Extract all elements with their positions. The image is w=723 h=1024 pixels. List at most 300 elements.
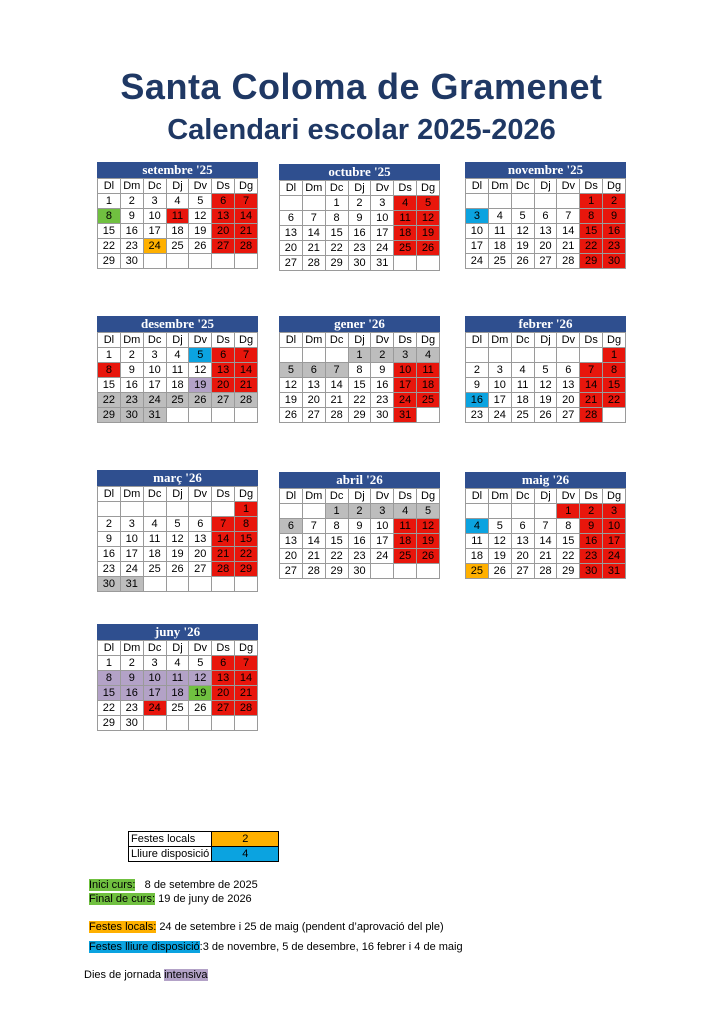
day-cell: 28 — [534, 564, 557, 579]
day-cell: 30 — [120, 716, 143, 731]
day-cell: 14 — [557, 224, 580, 239]
weekday-label: Dc — [325, 489, 348, 504]
month-table — [97, 640, 258, 731]
day-cell: 8 — [98, 363, 121, 378]
day-cell: 7 — [325, 363, 348, 378]
day-cell: 4 — [166, 348, 189, 363]
weekday-label: Dj — [166, 641, 189, 656]
day-cell: 24 — [371, 241, 394, 256]
day-cell — [120, 502, 143, 517]
note-festes-value: 24 de setembre i 25 de maig (pendent d’aprovació del ple) — [159, 921, 444, 933]
note-lliure — [89, 941, 463, 953]
day-cell: 25 — [166, 393, 189, 408]
weekday-label: Dg — [417, 333, 440, 348]
weekday-label: Ds — [394, 181, 417, 196]
note-lliure-value: :3 de novembre, 5 de desembre, 16 febrer i 4 de maig — [199, 941, 463, 953]
day-cell: 6 — [212, 348, 235, 363]
day-cell: 16 — [371, 378, 394, 393]
weekday-label: Dv — [371, 489, 394, 504]
week-row — [280, 504, 440, 519]
note-festes-label: Festes locals: — [89, 921, 157, 933]
weekday-label: Dv — [189, 179, 212, 194]
month-calendar — [279, 472, 440, 579]
day-cell: 19 — [488, 549, 511, 564]
day-cell: 11 — [166, 209, 189, 224]
day-cell: 24 — [394, 393, 417, 408]
day-cell — [325, 348, 348, 363]
day-cell: 3 — [143, 194, 166, 209]
weekday-label: Dg — [603, 489, 626, 504]
month-calendar — [97, 316, 258, 423]
weekday-label: Dm — [488, 333, 511, 348]
weekday-label: Dv — [189, 641, 212, 656]
day-cell — [466, 348, 489, 363]
day-cell: 14 — [302, 534, 325, 549]
day-cell: 2 — [120, 194, 143, 209]
week-row — [280, 534, 440, 549]
day-cell: 26 — [534, 408, 557, 423]
day-cell: 11 — [511, 378, 534, 393]
day-cell: 13 — [212, 671, 235, 686]
day-cell: 5 — [417, 504, 440, 519]
day-cell: 29 — [580, 254, 603, 269]
day-cell: 16 — [120, 686, 143, 701]
day-cell: 5 — [280, 363, 303, 378]
day-cell: 13 — [302, 378, 325, 393]
day-cell: 1 — [580, 194, 603, 209]
day-cell — [189, 716, 212, 731]
day-cell: 21 — [325, 393, 348, 408]
day-cell: 26 — [280, 408, 303, 423]
day-cell: 8 — [348, 363, 371, 378]
day-cell: 24 — [120, 562, 143, 577]
weekday-label: Dg — [235, 641, 258, 656]
day-cell: 13 — [534, 224, 557, 239]
day-cell: 29 — [348, 408, 371, 423]
day-cell: 9 — [603, 209, 626, 224]
week-row — [98, 547, 258, 562]
week-row — [98, 701, 258, 716]
day-cell — [466, 504, 489, 519]
day-cell: 29 — [98, 254, 121, 269]
legend-row — [129, 847, 279, 862]
day-cell: 15 — [325, 226, 348, 241]
day-cell — [280, 504, 303, 519]
day-cell: 14 — [235, 671, 258, 686]
note-final-label: Final de curs: — [89, 893, 156, 905]
day-cell: 24 — [143, 393, 166, 408]
note-lliure-label: Festes lliure disposició — [89, 941, 200, 953]
day-cell: 20 — [302, 393, 325, 408]
week-row — [98, 363, 258, 378]
weekday-label: Dv — [189, 333, 212, 348]
day-cell: 21 — [534, 549, 557, 564]
day-cell: 25 — [394, 549, 417, 564]
day-cell: 14 — [534, 534, 557, 549]
day-cell: 4 — [166, 194, 189, 209]
day-cell: 9 — [348, 211, 371, 226]
day-cell: 22 — [557, 549, 580, 564]
day-cell: 30 — [603, 254, 626, 269]
day-cell: 7 — [235, 348, 258, 363]
day-cell: 5 — [166, 517, 189, 532]
day-cell: 8 — [580, 209, 603, 224]
day-cell: 10 — [371, 519, 394, 534]
day-cell: 25 — [466, 564, 489, 579]
weekday-row — [98, 333, 258, 348]
day-cell: 28 — [302, 256, 325, 271]
week-row — [466, 534, 626, 549]
day-cell: 3 — [603, 504, 626, 519]
day-cell: 23 — [120, 701, 143, 716]
week-row — [280, 241, 440, 256]
day-cell: 22 — [98, 701, 121, 716]
day-cell: 20 — [212, 686, 235, 701]
day-cell: 27 — [280, 256, 303, 271]
day-cell: 11 — [394, 519, 417, 534]
month-calendar — [465, 316, 626, 423]
week-row — [98, 577, 258, 592]
day-cell: 20 — [557, 393, 580, 408]
month-header: octubre '25 — [279, 164, 440, 180]
day-cell: 25 — [166, 701, 189, 716]
day-cell — [511, 194, 534, 209]
note-festes — [89, 921, 444, 933]
weekday-label: Dc — [511, 333, 534, 348]
day-cell: 17 — [143, 686, 166, 701]
day-cell: 26 — [166, 562, 189, 577]
day-cell: 29 — [325, 256, 348, 271]
day-cell: 28 — [580, 408, 603, 423]
day-cell: 13 — [212, 363, 235, 378]
day-cell: 31 — [120, 577, 143, 592]
day-cell: 29 — [235, 562, 258, 577]
day-cell: 4 — [166, 656, 189, 671]
week-row — [98, 408, 258, 423]
day-cell: 25 — [394, 241, 417, 256]
day-cell: 21 — [302, 241, 325, 256]
day-cell: 2 — [120, 656, 143, 671]
day-cell: 6 — [280, 519, 303, 534]
day-cell: 21 — [212, 547, 235, 562]
weekday-row — [98, 641, 258, 656]
week-row — [98, 532, 258, 547]
day-cell: 7 — [212, 517, 235, 532]
week-row — [280, 348, 440, 363]
day-cell: 3 — [371, 504, 394, 519]
day-cell: 18 — [166, 224, 189, 239]
day-cell: 1 — [603, 348, 626, 363]
day-cell: 23 — [580, 549, 603, 564]
month-header: març '26 — [97, 470, 258, 486]
weekday-label: Ds — [580, 333, 603, 348]
day-cell: 4 — [394, 504, 417, 519]
day-cell: 15 — [557, 534, 580, 549]
week-row — [280, 549, 440, 564]
day-cell: 4 — [466, 519, 489, 534]
legend-value: 4 — [212, 847, 279, 862]
weekday-label: Dl — [98, 333, 121, 348]
week-row — [98, 239, 258, 254]
day-cell: 18 — [488, 239, 511, 254]
day-cell: 5 — [417, 196, 440, 211]
day-cell: 16 — [466, 393, 489, 408]
month-calendar — [465, 472, 626, 579]
day-cell: 25 — [166, 239, 189, 254]
day-cell: 18 — [417, 378, 440, 393]
day-cell: 14 — [235, 209, 258, 224]
weekday-label: Dj — [534, 489, 557, 504]
day-cell: 17 — [143, 224, 166, 239]
day-cell: 24 — [143, 701, 166, 716]
week-row — [466, 564, 626, 579]
day-cell: 15 — [580, 224, 603, 239]
month-table — [279, 180, 440, 271]
day-cell: 20 — [280, 549, 303, 564]
day-cell: 4 — [488, 209, 511, 224]
day-cell: 25 — [488, 254, 511, 269]
month-calendar — [465, 162, 626, 269]
weekday-row — [98, 487, 258, 502]
legend-table — [128, 831, 279, 862]
day-cell — [189, 254, 212, 269]
day-cell — [212, 408, 235, 423]
day-cell: 21 — [235, 378, 258, 393]
note-final-value: 19 de juny de 2026 — [158, 893, 252, 905]
day-cell: 1 — [348, 348, 371, 363]
week-row — [466, 549, 626, 564]
day-cell: 27 — [557, 408, 580, 423]
day-cell: 17 — [120, 547, 143, 562]
note-final — [89, 893, 252, 905]
weekday-row — [280, 333, 440, 348]
day-cell: 6 — [511, 519, 534, 534]
day-cell: 12 — [189, 363, 212, 378]
day-cell: 3 — [466, 209, 489, 224]
weekday-label: Dl — [466, 333, 489, 348]
weekday-label: Dv — [557, 333, 580, 348]
day-cell: 5 — [189, 194, 212, 209]
day-cell — [488, 348, 511, 363]
day-cell: 10 — [466, 224, 489, 239]
day-cell: 23 — [120, 393, 143, 408]
week-row — [98, 686, 258, 701]
day-cell: 2 — [466, 363, 489, 378]
weekday-label: Ds — [580, 489, 603, 504]
weekday-label: Dl — [98, 641, 121, 656]
day-cell: 26 — [417, 241, 440, 256]
day-cell — [302, 196, 325, 211]
day-cell: 14 — [325, 378, 348, 393]
day-cell: 6 — [557, 363, 580, 378]
note-jornada-value: intensiva — [164, 969, 208, 981]
day-cell: 24 — [371, 549, 394, 564]
day-cell: 16 — [348, 534, 371, 549]
day-cell: 16 — [603, 224, 626, 239]
day-cell: 8 — [98, 209, 121, 224]
day-cell: 10 — [143, 209, 166, 224]
month-calendar — [279, 316, 440, 423]
day-cell: 25 — [417, 393, 440, 408]
legend-row — [129, 832, 279, 847]
weekday-row — [466, 489, 626, 504]
weekday-label: Dc — [143, 487, 166, 502]
day-cell — [143, 716, 166, 731]
week-row — [280, 393, 440, 408]
weekday-label: Dm — [302, 333, 325, 348]
day-cell — [98, 502, 121, 517]
week-row — [98, 194, 258, 209]
day-cell: 10 — [120, 532, 143, 547]
day-cell: 31 — [603, 564, 626, 579]
day-cell: 14 — [212, 532, 235, 547]
weekday-label: Dg — [603, 333, 626, 348]
day-cell: 15 — [98, 224, 121, 239]
day-cell: 9 — [580, 519, 603, 534]
week-row — [466, 209, 626, 224]
day-cell: 22 — [325, 241, 348, 256]
day-cell — [143, 502, 166, 517]
day-cell: 22 — [348, 393, 371, 408]
day-cell: 23 — [98, 562, 121, 577]
day-cell — [143, 254, 166, 269]
weekday-label: Dl — [98, 179, 121, 194]
day-cell — [466, 194, 489, 209]
day-cell: 22 — [580, 239, 603, 254]
weekday-label: Ds — [212, 487, 235, 502]
day-cell: 1 — [98, 194, 121, 209]
weekday-label: Dl — [466, 489, 489, 504]
month-header: desembre '25 — [97, 316, 258, 332]
weekday-label: Dv — [189, 487, 212, 502]
day-cell — [280, 348, 303, 363]
month-header: juny '26 — [97, 624, 258, 640]
day-cell: 2 — [98, 517, 121, 532]
day-cell: 18 — [394, 226, 417, 241]
day-cell: 12 — [511, 224, 534, 239]
day-cell: 12 — [417, 519, 440, 534]
weekday-label: Dc — [143, 641, 166, 656]
day-cell: 23 — [348, 549, 371, 564]
day-cell: 7 — [580, 363, 603, 378]
week-row — [98, 502, 258, 517]
weekday-label: Dg — [417, 489, 440, 504]
day-cell: 12 — [189, 671, 212, 686]
day-cell: 13 — [212, 209, 235, 224]
day-cell — [166, 716, 189, 731]
day-cell: 1 — [325, 196, 348, 211]
day-cell: 18 — [166, 686, 189, 701]
day-cell: 12 — [189, 209, 212, 224]
day-cell: 22 — [98, 239, 121, 254]
day-cell: 26 — [488, 564, 511, 579]
day-cell: 19 — [189, 378, 212, 393]
day-cell: 2 — [348, 196, 371, 211]
day-cell: 13 — [280, 226, 303, 241]
weekday-label: Ds — [212, 333, 235, 348]
day-cell — [212, 577, 235, 592]
day-cell: 27 — [511, 564, 534, 579]
day-cell: 24 — [488, 408, 511, 423]
day-cell — [394, 564, 417, 579]
day-cell: 15 — [98, 686, 121, 701]
week-row — [98, 562, 258, 577]
month-table — [97, 486, 258, 592]
day-cell: 27 — [189, 562, 212, 577]
day-cell: 24 — [603, 549, 626, 564]
day-cell — [235, 254, 258, 269]
day-cell: 18 — [166, 378, 189, 393]
day-cell: 13 — [511, 534, 534, 549]
day-cell: 12 — [417, 211, 440, 226]
day-cell: 12 — [488, 534, 511, 549]
day-cell: 17 — [603, 534, 626, 549]
day-cell: 10 — [143, 363, 166, 378]
day-cell: 15 — [325, 534, 348, 549]
legend-label: Festes locals — [129, 832, 212, 847]
day-cell — [488, 504, 511, 519]
day-cell — [302, 348, 325, 363]
day-cell — [417, 408, 440, 423]
week-row — [466, 239, 626, 254]
day-cell: 28 — [325, 408, 348, 423]
day-cell: 14 — [302, 226, 325, 241]
day-cell — [235, 577, 258, 592]
day-cell: 2 — [371, 348, 394, 363]
month-table — [97, 332, 258, 423]
day-cell: 7 — [235, 194, 258, 209]
day-cell: 25 — [511, 408, 534, 423]
weekday-label: Ds — [212, 641, 235, 656]
day-cell — [212, 502, 235, 517]
week-row — [98, 224, 258, 239]
week-row — [466, 393, 626, 408]
weekday-label: Dg — [235, 179, 258, 194]
day-cell: 22 — [325, 549, 348, 564]
day-cell: 11 — [417, 363, 440, 378]
day-cell: 13 — [189, 532, 212, 547]
day-cell — [166, 502, 189, 517]
weekday-label: Dm — [302, 181, 325, 196]
day-cell: 16 — [98, 547, 121, 562]
weekday-label: Ds — [394, 489, 417, 504]
weekday-label: Dv — [371, 181, 394, 196]
weekday-label: Ds — [394, 333, 417, 348]
day-cell — [189, 502, 212, 517]
day-cell: 24 — [143, 239, 166, 254]
weekday-label: Dj — [348, 181, 371, 196]
day-cell: 1 — [235, 502, 258, 517]
day-cell: 26 — [417, 549, 440, 564]
month-calendar — [97, 624, 258, 731]
day-cell — [603, 408, 626, 423]
day-cell: 31 — [394, 408, 417, 423]
weekday-label: Dg — [417, 181, 440, 196]
page-title: Santa Coloma de Gramenet — [120, 66, 603, 107]
weekday-label: Dc — [325, 333, 348, 348]
day-cell: 18 — [466, 549, 489, 564]
day-cell: 9 — [371, 363, 394, 378]
day-cell: 2 — [603, 194, 626, 209]
day-cell: 19 — [511, 239, 534, 254]
month-header: febrer '26 — [465, 316, 626, 332]
day-cell: 24 — [466, 254, 489, 269]
day-cell: 28 — [235, 239, 258, 254]
week-row — [466, 224, 626, 239]
day-cell: 27 — [534, 254, 557, 269]
day-cell: 19 — [534, 393, 557, 408]
day-cell: 6 — [302, 363, 325, 378]
